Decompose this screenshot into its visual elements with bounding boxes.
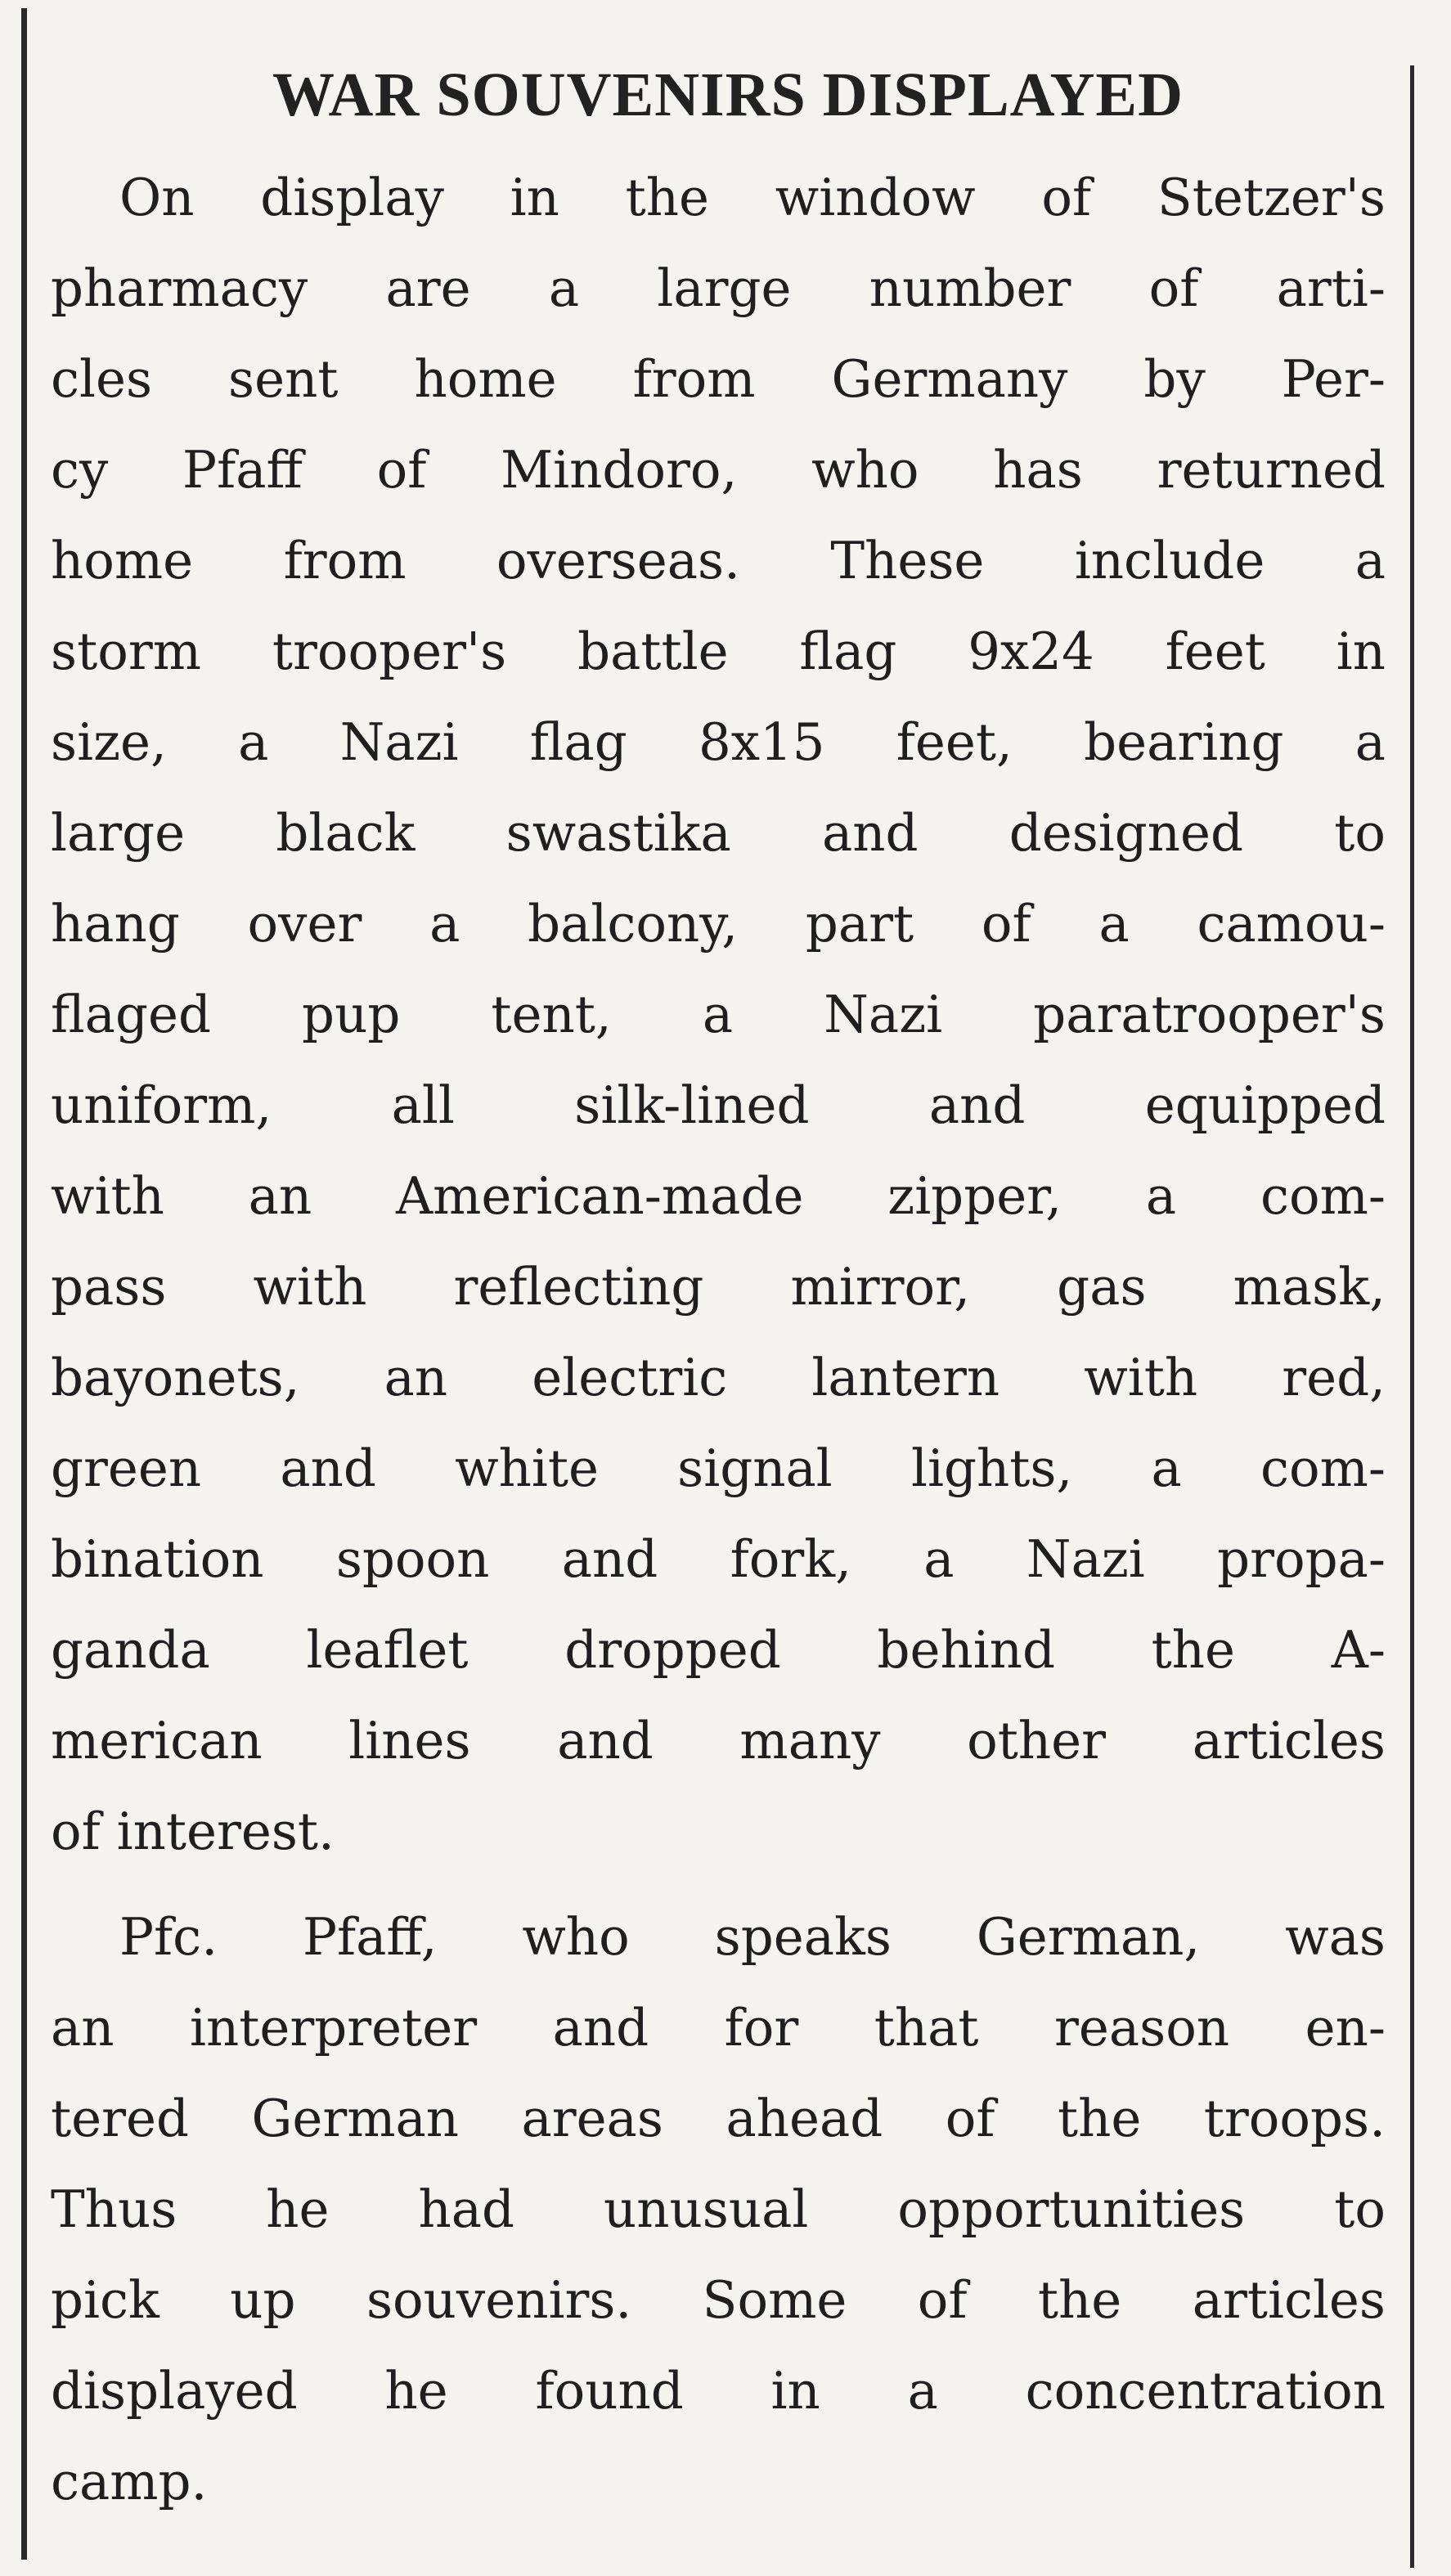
paragraph-2 — [51, 1892, 1386, 2527]
text-line: green and white signal lights, a com- — [51, 1438, 1386, 1498]
right-column-rule — [1410, 65, 1414, 2568]
paragraph-gap — [51, 1877, 1386, 1892]
text-line: flaged pup tent, a Nazi paratrooper's — [51, 985, 1386, 1044]
text-line: Thus he had unusual opportunities to — [51, 2179, 1386, 2239]
text-line: an interpreter and for that reason en- — [51, 1998, 1386, 2058]
text-line: with an American-made zipper, a com- — [51, 1166, 1386, 1226]
text-line: ganda leaflet dropped behind the A- — [51, 1620, 1386, 1680]
text-line: pick up souvenirs. Some of the articles — [51, 2270, 1386, 2330]
text-line: tered German areas ahead of the troops. — [51, 2089, 1386, 2148]
text-line: camp. — [51, 2452, 208, 2511]
text-line: storm trooper's battle flag 9x24 feet in — [51, 622, 1386, 681]
text-line: cles sent home from Germany by Per- — [51, 349, 1386, 409]
text-line: size, a Nazi flag 8x15 feet, bearing a — [51, 712, 1386, 772]
text-line: bayonets, an electric lantern with red, — [51, 1348, 1386, 1407]
text-line: cy Pfaff of Mindoro, who has returned — [51, 440, 1386, 500]
text-line: On display in the window of Stetzer's — [119, 168, 1386, 227]
text-line: pharmacy are a large number of arti- — [51, 258, 1386, 318]
article-body — [51, 152, 1386, 2527]
text-line: large black swastika and designed to — [51, 803, 1386, 863]
text-line: uniform, all silk-lined and equipped — [51, 1075, 1386, 1135]
text-line: displayed he found in a concentration — [51, 2361, 1386, 2421]
headline: WAR SOUVENIRS DISPLAYED — [272, 61, 1184, 129]
text-line: Pfc. Pfaff, who speaks German, was — [119, 1907, 1386, 1967]
text-line: merican lines and many other articles — [51, 1711, 1386, 1770]
paragraph-1 — [51, 152, 1386, 1877]
text-line: hang over a balcony, part of a camou- — [51, 894, 1386, 954]
text-line: of interest. — [51, 1802, 335, 1861]
text-line: home from overseas. These include a — [51, 531, 1386, 590]
left-column-rule — [21, 8, 27, 2560]
text-line: bination spoon and fork, a Nazi propa- — [51, 1529, 1386, 1589]
text-line: pass with reflecting mirror, gas mask, — [51, 1257, 1386, 1317]
